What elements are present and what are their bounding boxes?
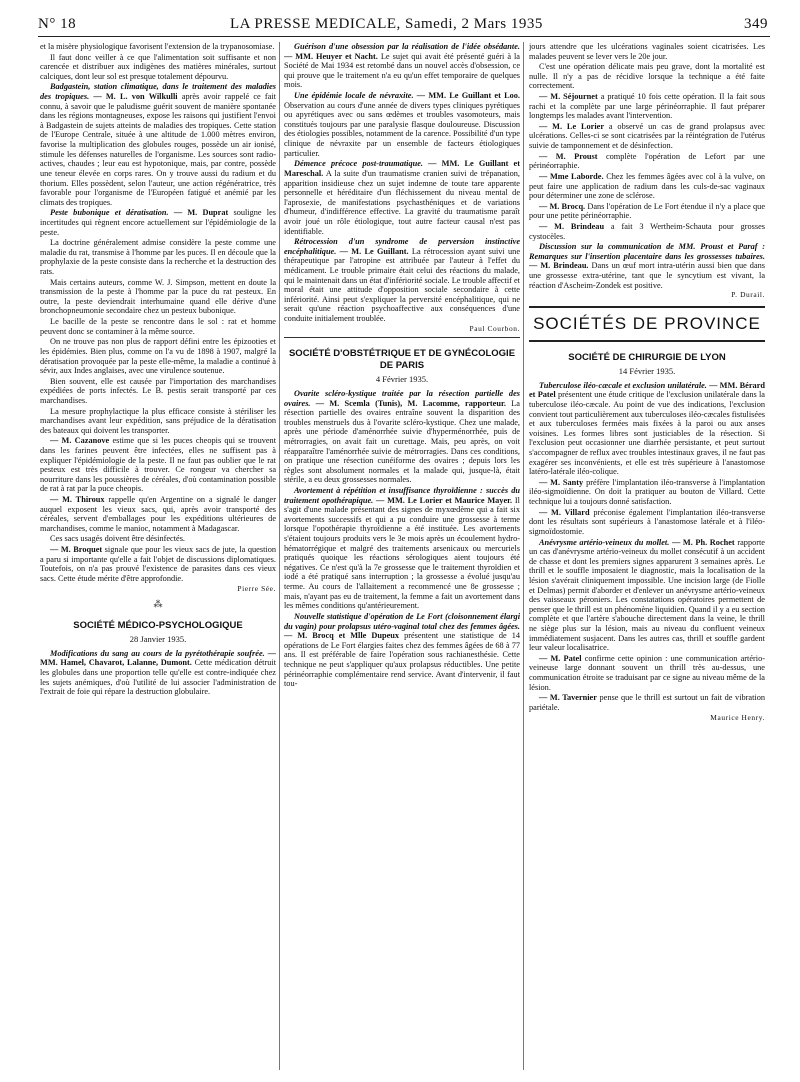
paragraph: Le bacille de la peste se rencontre dans le sol : rat et homme peuvent donc se contaminer à la même source.	[40, 317, 276, 336]
article-statistique	[284, 612, 520, 689]
comment-text: rappelle qu'en Argentine on a signalé le danger auquel exposent les vieux sacs, qui, après avoir transporté des céréales, servent d'emballages pour les expéditions ultérieures de marchandises, comme le manioc, notamment à Madagascar.	[40, 495, 276, 533]
page-number: 349	[744, 16, 768, 32]
comment-thiroux	[40, 495, 276, 533]
section-title: SOCIÉTÉ DE CHIRURGIE DE LYON	[568, 351, 726, 363]
comment-brocq	[529, 202, 765, 221]
comment-text: a observé un cas de grand prolapsus avec ulcérations. Celles-ci se sont cicatrisées par la réintégration de l'utérus suivie de tamponnement et de désinfection.	[529, 121, 765, 151]
issue-number: N° 18	[38, 16, 77, 32]
comment-author: — M. Thiroux	[50, 495, 105, 505]
article-title: Tuberculose iléo-cæcale et exclusion unilatérale.	[539, 380, 707, 390]
article-retrocession	[284, 237, 520, 323]
article-title: Ovarite scléro-kystique traitée par la résection partielle des ovaires.	[284, 388, 520, 408]
comment-tavernier	[529, 693, 765, 712]
comment-laborde	[529, 172, 765, 201]
section-title: SOCIÉTÉ D'OBSTÉTRIQUE ET DE GYNÉCOLOGIE DE PARIS	[288, 348, 516, 371]
ornament-divider: ⁂	[153, 599, 163, 610]
comment-author: — M. Cazanove	[50, 436, 110, 446]
paragraph: et la misère physiologique favorisent l'extension de la trypanosomiase.	[40, 42, 275, 51]
comment-author: — M. Villard	[539, 507, 590, 517]
article-author: — M. Le Guillant.	[339, 246, 409, 256]
article-author: — M. Brocq et Mlle Dupeux	[284, 631, 400, 641]
comment-cazanove	[40, 436, 276, 494]
paragraph: C'est une opération délicate mais peu grave, dont la mortalité est nulle. Il n'y a pas de récidive lorsque la technique a été faite correctement.	[529, 62, 765, 91]
column-2	[284, 42, 520, 1072]
column-separator	[523, 42, 524, 1070]
comment-text: Chez les femmes âgées avec col à la vulve, on peut faire une application de radium dans les culs-de-sac vaginaux pour déterminer une zone de sclérose.	[529, 171, 765, 201]
comment-text: complète l'opération de Lefort par une périnéorraphie.	[529, 151, 765, 171]
article-text: A la suite d'un traumatisme cranien suivi de trépanation, apparition insidieuse chez un sujet indemne de toute tare apparente personnelle et héréditaire d'un fléchissement du niveau mental de l'aprosexie, de manifestations psychasthéniques et de variations d'humeur, d'indifférence effective. La gravité du traumatisme paraît avoir joué un rôle étiologique, tout autre facteur causal n'est pas identifiable.	[284, 168, 520, 236]
comment-text: a fait 3 Wertheim-Schauta pour grosses cystocèles.	[529, 221, 765, 241]
comment-author: — Mme Laborde.	[539, 171, 604, 181]
article-author: — MM. Le Guillant et Mareschal.	[284, 159, 520, 178]
article-title: Modifications du sang au cours de la pyrétothérapie soufrée.	[50, 648, 265, 658]
discussion	[529, 242, 765, 290]
column-separator	[279, 42, 280, 1070]
article-author: — M. Ph. Rochet	[671, 537, 735, 547]
article-text: Il s'agit d'une malade présentant des signes de myxœdème qui a fait six avortements successifs et qui a pu conduire une grossesse à terme lorsque l'opothérapie thyroïdienne a été instituée. Les avortements s'étaient toujours produits vers le 3e mois après un écoulement hydro-hématorrégique et malgré des traitements arsenicaux ou mercuriels pratiqués quoique les réactions sérologiques aient toujours été négatives. Ce n'est qu'à la 7e grossesse que le traitement thyroïdien et iodé a été pratiqué sans interruption ; la grossesse a évolué jusqu'au terme. Au cours de l'allaitement a recommencé une 8e grossesse ; mais, n'ayant pas eu de traitement, la femme a fait un avortement dans les mêmes conditions qu'antérieurement.	[284, 495, 520, 611]
comment-le-lorier	[529, 122, 765, 151]
comment-sejournet	[529, 92, 765, 121]
article-author: — M. Duprat	[173, 208, 229, 218]
comment-author: — M. Proust	[539, 151, 598, 161]
article-title: Peste bubonique et dératisation.	[50, 208, 169, 218]
article-title: Avortement à répétition et insuffisance thyroïdienne : succès du traitement opothérapique.	[284, 485, 520, 505]
article-title: Démence précoce post-traumatique.	[294, 159, 423, 169]
article-title: Une épidémie locale de névraxite.	[294, 91, 414, 101]
comment-santy	[529, 478, 765, 507]
article-title: Nouvelle statistique d'opération de Le Fort (cloisonnement élargi du vagin) pour prolapsus utéro-vaginal total chez des femmes âgées.	[284, 611, 520, 631]
article-epidemie	[284, 91, 520, 158]
paragraph: Il faut donc veiller à ce que l'alimentation soit suffisante et non carencée et distribuer aux indigènes des matières minérales, surtout calciques, dont leur sol est presque totalement dépourvu.	[40, 52, 276, 81]
article-author: — MM. Heuyer et Nacht.	[284, 51, 378, 61]
discussion-title: Discussion sur la communication de MM. Proust et Paraf : Remarques sur l'insertion placentaire dans les grossesses tubaires.	[529, 242, 765, 261]
paragraph: La mesure prophylactique la plus efficace consiste à stériliser les marchandises avant leur expédition, sans préjudice de la dératisation des bateaux qui doivent les transporter.	[40, 406, 276, 435]
page-header	[38, 14, 768, 36]
comment-author: — M. Santy	[539, 477, 584, 487]
article-author: — M. L. von Wilkulli	[93, 92, 178, 102]
comment-text: préfère l'implantation iléo-transverse à l'implantation iléo-sigmoïdienne. On doit la pratiquer au bouton de Villard. Cette technique lui a toujours donné satisfaction.	[529, 477, 765, 507]
article-title: Badgastein, station climatique, dans le traitement des maladies des tropiques.	[40, 82, 276, 102]
comment-text: pense que le thrill est surtout un fait de vibration pariétale.	[529, 693, 765, 712]
paragraph: Ces sacs usagés doivent être désinfectés.	[50, 534, 186, 544]
article-author: — MM. Hamel, Chavarot, Lalanne, Dumont.	[40, 648, 276, 668]
paragraph: La doctrine généralement admise considère la peste comme une maladie du rat, transmise à l'homme par les puces. Il en découle que la prophylaxie de la peste consiste dans la recherche et la destruction des rats.	[40, 238, 276, 277]
comment-author: — M. Tavernier	[539, 693, 597, 703]
article-demence	[284, 159, 520, 236]
signature: Pierre Sée.	[237, 583, 276, 593]
signature: Maurice Henry.	[710, 712, 765, 722]
article-author: — M. Scemla (Tunis), M. Lacomme, rapporteur.	[315, 398, 506, 408]
comment-text: Dans l'opération de Le Fort étendue il n'y a place que pour une petite périnéorraphie.	[529, 201, 765, 221]
section-date: 28 Janvier 1935.	[129, 633, 187, 644]
article-text: présentent une statistique de 14 opérations de Le Fort élargies faites chez des femmes âgées de 68 à 77 ans. Il est préférable de faire l'opération sous rachianesthésie. Cette technique ne peut s'appliquer qu'aux prolapsus réductibles. Une petite périnéorraphie complémentaire rend service. Avant d'intervenir, il faut tou-	[284, 631, 520, 689]
article-tuberculose	[529, 381, 765, 477]
article-text: Observation au cours d'une année de divers types cliniques pyrétiques ou apyrétiques avec ou sans œdèmes et troubles vasomoteurs, mais constitués toujours par une paralysie flasque douloureuse. Discussion des étiologies possibles, notamment de la carence. Possibilité d'un type clinique de névraxite par un ensemble de facteurs étiologiques particulier.	[284, 100, 520, 158]
article-text: La rétrocession ayant suivi une thérapeutique par l'atropine est attribuée par l'auteur à l'effet du médicament. Le trouble primaire était celui des réactions du malade, qui le maintenait dans un état d'infériorité sociale. Le trouble affectif et moral était une attitude d'opposition sociale secondaire à cette infériorité. Ainsi peut s'expliquer la perversité encéphalitique, qui ne serait qu'une réaction psychoaffective aux conséquences d'une conduite initialement troublée.	[284, 246, 520, 324]
comment-author: — M. Patel	[539, 653, 582, 663]
comment-author: — M. Broquet	[50, 545, 103, 555]
article-text: après avoir rappelé ce fait connu, à savoir que le paludisme guérit souvent de manière spontanée dans les régions montagneuses, expose les raisons qui justifient l'envoi à Badgastein de sujets atteints de maladies des tropiques. Cette station de l'Europe Centrale, située à une altitude de 1.000 mètres environ, favorise la multiplication des globules rouges, possède un air ionisé, stimule les défenses naturelles de l'organisme. Les sources sont radio-actives, chaudes ; leur eau est hypotonique, mais, par contre, possède une teneur élevée en corps rares. On y trouve aussi du radium et du thorium. Elles possèdent, selon l'auteur, une action régénératrice, très favorable pour l'organisme de l'Européen fatigué et anémié par les climats des tropiques.	[40, 92, 276, 207]
section-rule	[284, 337, 520, 338]
article-anevrysme	[529, 538, 765, 653]
comment-text: préconise également l'implantation iléo-transverse dont les résultats sont supérieurs à l'anastomose latérale et à l'iléo-sigmoïdostomie.	[529, 507, 765, 536]
article-text: souligne les incertitudes qui règnent encore actuellement sur l'épidémiologie de la peste.	[40, 208, 276, 237]
comment-author: — M. Brindeau	[539, 221, 605, 231]
comment-author: — M. Le Lorier	[539, 121, 605, 131]
signature: P. Durail.	[731, 290, 765, 300]
comment-author: — M. Brocq.	[539, 201, 586, 211]
comment-text: a pratiqué 10 fois cette opération. Il la fait sous rachi et la complète par une large périnéorraphie. Il faut préparer longtemps les malades avant l'intervention.	[529, 92, 765, 121]
article-avortement	[284, 486, 520, 611]
comment-text: confirme cette opinion : une communication artério-veineuse large donnant souvent un thrill très au-dessus, une communication étroite se traduisant par ce signe au niveau même de la lésion.	[529, 653, 765, 692]
journal-title: LA PRESSE MEDICALE, Samedi, 2 Mars 1935	[230, 16, 543, 32]
comment-patel	[529, 654, 765, 692]
comment-brindeau	[529, 222, 765, 241]
article-text: rapporte un cas d'anévrysme artério-veineux du mollet consécutif à un accident de chasse et dont les premiers signes apparurent 3 semaines après. Le thrill et le souffle imposaient le diagnostic, mais la localisation de la lésion s'avérait cliniquement impossible. Une incision large (de Fiolle et Delmas) permit d'aborder et d'enlever un anévrysme artério-veineux des vaisseaux péroniers. Les constatations opératoires permettent de penser que le thrill est un phénomène liquidien. Quand il y a eu section complète et que l'artère s'abouche directement dans la veine, le thrill ne siège plus sur la lésion, mais au niveau du confluent veineux immédiatement susjacent. Dans les autres cas, thrill et souffle gardent leur valeur localisatrice.	[529, 537, 765, 653]
discussion-text: Dans un œuf mort intra-utérin aussi bien que dans une grossesse extra-utérine, tant que le syncytium est vivant, la réaction d'Ascheim-Zondek est positive.	[529, 261, 765, 290]
article-ovarite	[284, 389, 520, 485]
comment-text: estime que si les puces cheopis qui se trouvent dans les farines peuvent être infectées, elles ne suffisent pas à expliquer l'épidémiologie de la peste. Il ne faut pas oublier que le rat pesteux est très difficile à trouver. Ce rongeur va chercher sa nourriture dans les poussières de céréales, d'où contamination possible de rat à rat par la puce cheopis.	[40, 436, 276, 494]
comment-broquet	[40, 545, 276, 583]
paragraph: Mais certains auteurs, comme W. J. Simpson, mettent en doute la transmission de la peste à l'homme par la puce du rat pesteux. En outre, la peste deviendrait interhumaine quand elle dérive d'une bronchopneumonie secondaire chez un pesteux bubonique.	[40, 277, 276, 316]
article-title: Rétrocession d'un syndrome de perversion instinctive encéphalitique.	[284, 237, 520, 256]
discussion-author: — M. Brindeau.	[529, 261, 589, 271]
section-date: 14 Février 1935.	[618, 365, 676, 376]
paragraph: Bien souvent, elle est causée par l'importation des marchandises expédiées de ports infectés. Le B. pestis serait transporté par ces marchandises.	[40, 376, 276, 405]
article-modifications	[40, 649, 276, 697]
article-title: Guérison d'une obsession par la réalisation de l'idée obsédante.	[294, 42, 520, 51]
article-text: Cette médication détruit les globules dans une proportion telle qu'elle est contre-indiquée chez les sujets anémiques, d'où l'utilité de lui associer l'administration de l'extrait de foie qui répare la destruction globulaire.	[40, 658, 276, 697]
province-banner: SOCIÉTÉS DE PROVINCE	[529, 306, 765, 342]
header-rule	[38, 36, 770, 37]
paragraph: On ne trouve pas non plus de rapport défini entre les épizooties et les épidémies. Bien plus, comme on l'a vu de 1898 à 1907, malgré la dératisation provoquée par la peste elle-même, la maladie a continué à sévir, aux Indes anglaises, avec une virulence soutenue.	[40, 337, 276, 376]
section-title: SOCIÉTÉ MÉDICO-PSYCHOLOGIQUE	[73, 619, 243, 631]
article-title: Anévrysme artério-veineux du mollet.	[539, 537, 670, 547]
article-author: — MM. Le Guillant et Loo.	[416, 91, 520, 101]
paragraph: jours attendre que les ulcérations vaginales soient cicatrisées. Les malades peuvent se lever vers le 20e jour.	[529, 42, 765, 61]
article-text: La résection partielle des ovaires entraîne souvent la disparition des troubles menstruels dus à l'ovarite scléro-kystique. Chez une malade, après une période d'aménorrhée suivie d'hyperménorrhée, puis de métrorragies, on avait fait un curettage. Mais, peu après, on voit réapparaître l'aménorrhée suivie de métrorragies. Dans ces conditions, on pratique une résection cunéiforme des ovaires ; depuis lors les règles sont absolument normales et la malade qui, jusque-là, était stérile, a eu deux grossesses normales.	[284, 398, 520, 485]
article-text: Le sujet qui avait été présenté guéri à la Société de Mai 1934 est retombé dans un nouvel accès d'obsession, ce qui prouve que le traitement n'a eu qu'un effet temporaire de quelques mois.	[284, 51, 520, 90]
article-guerison	[284, 42, 520, 90]
comment-author: — M. Séjournet	[539, 92, 598, 102]
article-badgastein	[40, 82, 276, 207]
column-3	[529, 42, 765, 1072]
column-1	[40, 42, 276, 1072]
article-text: présentent une étude critique de l'exclusion unilatérale dans la tuberculose iléo-cæcale. Au point de vue des indications, l'exclusion convient tout particulièrement aux tuberculoses iléo-cæcales fistulisées et aux tuberculoses fermées mais fixées à la paroi ou aux anses voisines. Les formes libres sont justiciables de la résection. Si l'exclusion peut occasionner une diarrhée persistante, et peut surtout s'accompagner de reflux avec troubles intestinaux graves, il ne faut pas exagérer ses inconvénients, et elle est très supérieure à l'anastomose latéro-latérale iléo-colique.	[529, 390, 765, 477]
article-author: — MM. Le Lorier et Maurice Mayer.	[376, 495, 513, 505]
signature: Paul Courbon.	[469, 323, 520, 333]
article-author: — MM. Bérard et Patel	[529, 380, 765, 400]
comment-proust	[529, 152, 765, 171]
comment-villard	[529, 508, 765, 537]
comment-text: signale que pour les vieux sacs de jute, la question a paru si importante qu'elle a fait l'objet de discussions diplomatiques. Toutefois, on n'a pas prouvé l'existence de parasites dans ces vieux sacs. Cette étude mérite d'être approfondie.	[40, 545, 276, 583]
article-peste	[40, 208, 276, 237]
section-date: 4 Février 1935.	[375, 374, 429, 385]
